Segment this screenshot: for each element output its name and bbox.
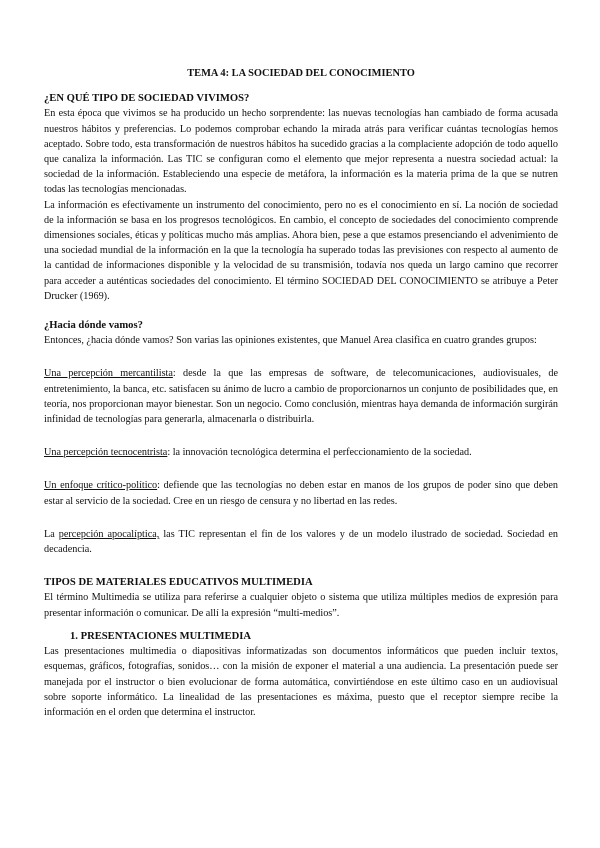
list-item-apocaliptica [44,527,558,557]
list-item-tecnocentrista [44,445,558,460]
paragraph-knowledge: La información es efectivamente un instrumento del conocimiento, pero no es el conocimiento en sí. La noción de sociedad de la información se basa en los progresos tecnológicos. En cambio, el concepto de sociedades del conocimiento comprende dimensiones sociales, éticas y políticas mucho más amplias. Ahora bien, pese a que estamos presenciando el advenimiento de una sociedad mundial de la información en la que la tecnología ha superado todas las previsiones con respecto al aumento de la cantidad de informaciones disponible y la velocidad de su transmisión, todavía nos queda un largo camino que recorrer para acceder a auténticas sociedades del conocimiento. El término SOCIEDAD DEL CONOCIMIENTO se atribuye a Peter Drucker (1969). [44,199,558,302]
text-apocaliptica: las TIC representan el fin de los valores y de un modelo ilustrado de sociedad. Sociedad en decadencia. [44,528,559,556]
paragraph-habits: En esta época que vivimos se ha producido un hecho sorprendente: las nuevas tecnologías han cambiado de forma acusada nuestros hábitos y preferencias. Lo podemos comprobar echando la mirada atrás para verificar cuántas tecnologías hemos aceptado. Sobre todo, esta transformación de nuestros hábitos ha sucedido gracias a la complaciente adopción de todo aquello que canaliza la información. Las TIC se configuran como el elemento que mejor representa a nuestra sociedad actual: la sociedad de la información. Estableciendo una especie de metáfora, la información es la materia prima de la que se nutren todas las tecnologías mencionadas. [44,108,558,196]
paragraph-multimedia-definition: El término Multimedia se utiliza para referirse a cualquier objeto o sistema que utiliza múltiples medios de expresión para presentar información o comunicar. De allí la expresión “multi-medios”. [44,592,558,619]
list-item-critico-politico [44,478,558,508]
section-heading-presentations: 1. PRESENTACIONES MULTIMEDIA [70,630,252,642]
paragraph-groups-intro: Entonces, ¿hacia dónde vamos? Son varias las opiniones existentes, que Manuel Area clasifica en cuatro grandes grupos: [44,335,537,347]
section-heading-where: ¿Hacia dónde vamos? [44,320,143,332]
text-tecnocentrista: : la innovación tecnológica determina el perfeccionamiento de la sociedad. [167,447,472,459]
term-tecnocentrista: Una percepción tecnocentrista [44,447,168,459]
term-critico-politico: Un enfoque crítico-político [44,480,158,492]
document-page [44,66,558,720]
paragraph-presentations: Las presentaciones multimedia o diapositivas informatizadas son documentos informáticos que pueden incluir textos, esquemas, gráficos, fotografías, sonidos… con la misión de exponer el material a una audiencia. La presentación puede ser manejada por el instructor o bien evolucionar de forma automática, convirtiéndose en este último caso en un audiovisual sobre soporte informático. La linealidad de las presentaciones es máxima, puesto que el receptor siempre recibe la información en el orden que determina el instructor. [44,646,558,718]
section-heading-society: ¿EN QUÉ TIPO DE SOCIEDAD VIVIMOS? [44,93,250,105]
list-item-mercantilista [44,366,558,427]
text-mercantilista: : desde la que las empresas de software, de telecomunicaciones, audiovisuales, de entretenimiento, la banca, etc. satisfacen su ánimo de lucro a cambio de proporcionarnos un conjunto de posibilidades que, en teoría, nos proporcionan mayor bienestar. Son un negocio. Como conclusión, mientras haya demanda de información surgirán infinidad de tecnologías para generarla, almacenarla o distribuirla. [44,368,558,426]
term-mercantilista: Una percepción mercantilista [44,368,173,380]
prefix-apocaliptica: La [44,528,59,540]
document-title: TEMA 4: LA SOCIEDAD DEL CONOCIMIENTO [187,68,415,79]
term-apocaliptica: percepción apocalíptica, [58,528,160,540]
text-critico-politico: : defiende que las tecnologías no deben estar en manos de los grupos de poder sino que deben estar al servicio de la sociedad. Cree en un riesgo de censura y no libertad en las redes. [44,480,558,507]
section-heading-materials: TIPOS DE MATERIALES EDUCATIVOS MULTIMEDIA [44,577,313,589]
